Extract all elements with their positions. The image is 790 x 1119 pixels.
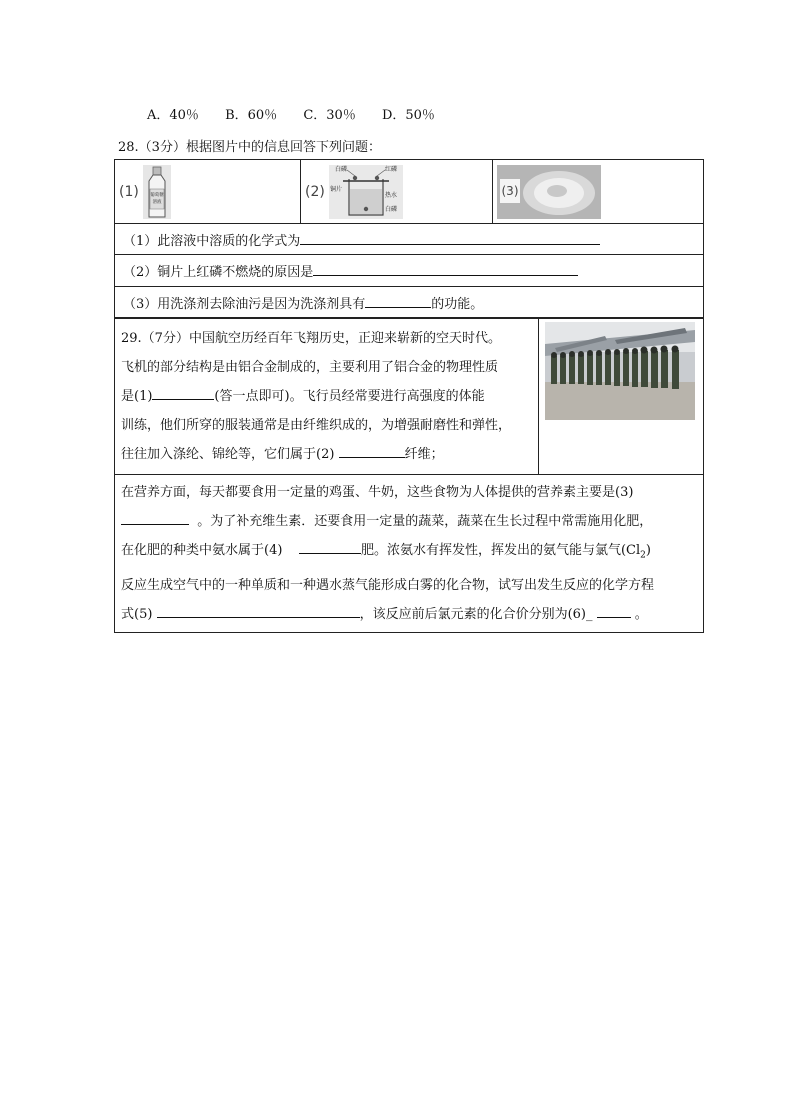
q29-line-5a: 往往加入涤纶、锦纶等，它们属于(2) [121, 447, 335, 462]
q30-line-5c: 。 [634, 606, 648, 622]
option-d: D．50％ [381, 108, 435, 123]
q29-line-1: 29.（7分）中国航空历经百年飞翔历史，正迎来崭新的空天时代。 [121, 331, 501, 346]
q29-line-4: 训练，他们所穿的服装通常是由纤维织成的，为增强耐磨性和弹性， [121, 418, 512, 433]
label-hot-water: 热水 [384, 191, 397, 199]
answer-blank-3[interactable] [121, 512, 189, 525]
q28-sub1-text: （1）此溶液中溶质的化学式为 [123, 233, 301, 249]
answer-blank-4[interactable] [299, 541, 361, 554]
detergent-plate-image [497, 165, 601, 219]
q28-sub1 [115, 224, 704, 255]
q30-line-5a: 式(5) [121, 606, 153, 622]
answer-blank-1[interactable] [152, 387, 214, 400]
q30-line-3c: ) [645, 543, 651, 558]
q30-line-1: 在营养方面，每天都要食用一定量的鸡蛋、牛奶，这些食物为人体提供的营养素主要是(3) [121, 485, 634, 500]
image-3-number: (3) [501, 183, 519, 198]
q29-line-3a: 是(1) [121, 389, 153, 404]
image-1-number: (1) [119, 183, 139, 200]
glucose-bottle-image [143, 165, 171, 219]
question-29-table [114, 318, 704, 475]
answer-blank-function[interactable] [365, 295, 431, 308]
q28-sub3 [115, 287, 704, 318]
option-c: C．30％ [303, 108, 356, 123]
answer-blank-formula[interactable] [300, 232, 600, 245]
option-b: B．60％ [225, 108, 278, 123]
image-cell-2 [301, 160, 493, 224]
pilots-photo-cell [539, 319, 704, 475]
image-2-number: (2) [305, 183, 325, 200]
image-cell-3 [493, 160, 704, 224]
svg-text:溶液: 溶液 [152, 199, 162, 205]
q30-line-2: 。为了补充维生素．还要食用一定量的蔬菜，蔬菜在生长过程中常需施用化肥， [197, 514, 653, 529]
answer-blank-5[interactable] [157, 605, 360, 618]
q29-line-3b: (答一点即可)。飞行员经常要进行高强度的体能 [214, 389, 485, 404]
q28-sub3-text-b: 的功能。 [431, 296, 484, 312]
pilots-marching-photo [545, 322, 695, 420]
question-29-text [115, 319, 539, 475]
svg-text:葡萄糖: 葡萄糖 [150, 192, 164, 198]
label-copper-sheet: 铜片 [329, 185, 342, 193]
answer-blank-6[interactable] [597, 605, 631, 618]
nutrition-question-text [115, 475, 704, 633]
answer-blank-reason[interactable] [313, 263, 578, 276]
q28-sub2 [115, 255, 704, 287]
q29-line-2: 飞机的部分结构是由铝合金制成的，主要利用了铝合金的物理性质 [121, 360, 499, 375]
phosphorus-experiment-image [329, 165, 403, 219]
label-white-phosphorus-top: 白磷 [334, 165, 347, 173]
q30-line-3a: 在化肥的种类中氨水属于(4) [121, 543, 283, 558]
question-30-table [114, 474, 704, 633]
question-28-table [114, 159, 704, 318]
label-white-phosphorus-bottom: 白磷 [384, 205, 397, 213]
label-red-phosphorus: 红磷 [384, 165, 397, 173]
q30-line-3b: 肥。浓氨水有挥发性，挥发出的氨气能与氯气(Cl [360, 543, 641, 558]
q28-sub2-text: （2）铜片上红磷不燃烧的原因是 [123, 265, 314, 280]
answer-blank-2[interactable] [339, 445, 405, 458]
q29-line-5b: 纤维； [404, 447, 444, 462]
q30-line-4: 反应生成空气中的一种单质和一种遇水蒸气能形成白雾的化合物，试写出发生反应的化学方程 [121, 577, 655, 593]
question-28-title: 28.（3分）根据图片中的信息回答下列问题： [118, 140, 381, 155]
option-a: A．40％ [147, 108, 199, 123]
q30-line-3-sub: 2 [640, 550, 646, 561]
q30-line-5b: ，该反应前后氯元素的化合价分别为(6)_ [359, 606, 593, 622]
image-cell-1 [115, 160, 301, 224]
answer-options [147, 104, 457, 123]
q28-sub3-text-a: （3）用洗涤剂去除油污是因为洗涤剂具有 [123, 296, 366, 312]
